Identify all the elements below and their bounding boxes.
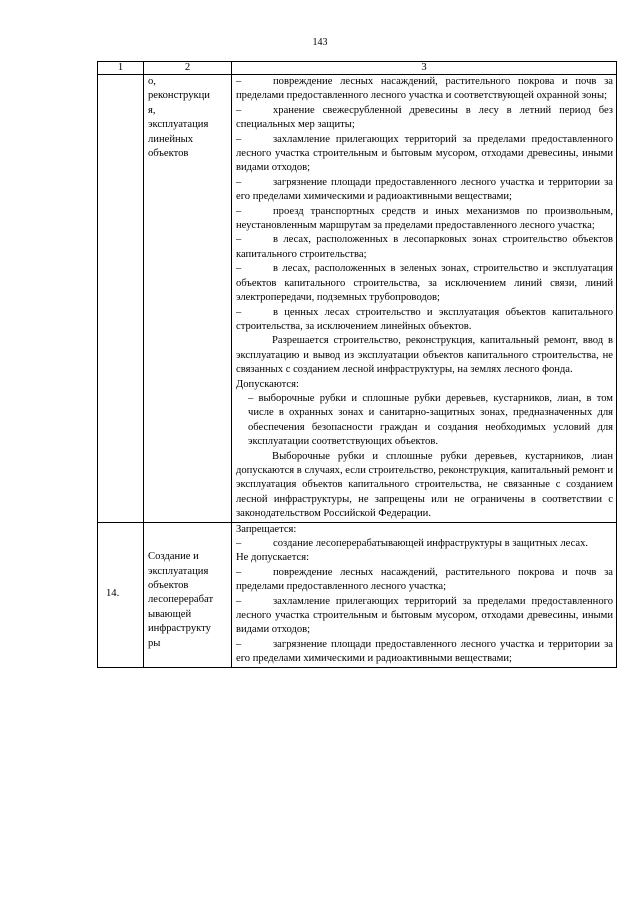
- dash-bullet: –: [236, 176, 242, 188]
- activity-name-line: я,: [148, 104, 156, 116]
- paragraph-text: загрязнение площади предоставленного лесного участка и территории за его пределами химическими и радиоактивными веществами;: [236, 176, 613, 203]
- paragraph: Допускаются:: [236, 378, 299, 390]
- paragraph-text: создание лесоперерабатывающей инфраструктуры в защитных лесах.: [273, 538, 589, 549]
- activity-name-line: реконструкци: [148, 90, 210, 102]
- activity-name-line: лесоперерабат: [148, 594, 214, 606]
- row-number: 14.: [98, 522, 144, 667]
- paragraph-text: в ценных лесах строительство и эксплуатация объектов капитального строительства, за исключением линейных объектов.: [236, 306, 613, 332]
- paragraph: – выборочные рубки и сплошные рубки деревьев, кустарников, лиан, в том числе в охранных зонах и санитарно-защитных зонах, предназначенных для обеспечения безопасности граждан и создания необходимых условий для эксплуатации соответствующих объектов.: [248, 392, 613, 448]
- dash-bullet: –: [236, 234, 242, 246]
- restrictions-cell: [232, 75, 617, 523]
- regulation-table: [97, 61, 617, 668]
- paragraph: [236, 75, 613, 104]
- activity-name-line: объектов: [148, 580, 189, 592]
- activity-name-line: линейных: [148, 133, 194, 145]
- paragraph: [236, 537, 613, 551]
- dash-bullet: –: [236, 263, 242, 275]
- row-number: [98, 75, 144, 523]
- paragraph: [236, 306, 613, 335]
- activity-name-line: ывающей: [148, 608, 192, 620]
- paragraph-text: в лесах, расположенных в лесопарковых зонах строительство объектов капитального строительства;: [236, 234, 613, 260]
- paragraph: [236, 638, 613, 667]
- header-col-2: 2: [144, 62, 232, 75]
- paragraph: [236, 133, 613, 176]
- paragraph-text: повреждение лесных насаждений, растительного покрова и почв за пределами предоставленного лесного участка и соответствующей охранной зоны;: [236, 76, 613, 102]
- paragraph: [236, 205, 613, 234]
- dash-bullet: –: [236, 595, 242, 607]
- paragraph: [236, 176, 613, 205]
- dash-bullet: –: [236, 638, 242, 650]
- activity-name: [144, 75, 232, 523]
- header-col-3: 3: [232, 62, 617, 75]
- paragraph: [236, 104, 613, 133]
- paragraph-text: захламление прилегающих территорий за пределами предоставленного лесного участка строительным и бытовым мусором, отходами древесины, иными видами отходов;: [236, 595, 613, 636]
- paragraph: Разрешается строительство, реконструкция, капитальный ремонт, ввод в эксплуатацию и вывод из эксплуатации объектов капитального строительства, не связанных с созданием лесной инфраструктуры, на землях лесного фонда.: [236, 335, 613, 376]
- dash-bullet: –: [236, 205, 242, 217]
- activity-name-line: о,: [148, 76, 156, 87]
- dash-bullet: –: [236, 538, 242, 549]
- activity-name-line: объектов: [148, 148, 189, 160]
- paragraph-text: проезд транспортных средств и иных механизмов по произвольным, неустановленным маршрутам за пределами предоставленного лесного участка;: [236, 205, 613, 232]
- activity-name-line: инфраструкту: [148, 623, 211, 635]
- paragraph-text: хранение свежесрубленной древесины в лесу в летний период без специальных мер защиты;: [236, 104, 613, 131]
- activity-name-line: эксплуатация: [148, 119, 209, 131]
- paragraph: [236, 595, 613, 638]
- dash-bullet: –: [236, 76, 242, 87]
- paragraph: Не допускается:: [236, 552, 310, 564]
- header-row: [98, 62, 617, 75]
- dash-bullet: –: [236, 133, 242, 145]
- page-number: 143: [312, 37, 328, 48]
- paragraph: [236, 566, 613, 595]
- activity-name-line: ры: [148, 637, 161, 649]
- paragraph-text: захламление прилегающих территорий за пределами предоставленного лесного участка строительным и бытовым мусором, отходами древесины, иными видами отходов;: [236, 133, 613, 174]
- paragraph: Запрещается:: [236, 523, 297, 535]
- paragraph-text: загрязнение площади предоставленного лесного участка и территории за его пределами химическими и радиоактивными веществами;: [236, 638, 613, 665]
- activity-name-line: эксплуатация: [148, 565, 209, 577]
- dash-bullet: –: [236, 306, 242, 318]
- header-col-1: 1: [98, 62, 144, 75]
- dash-bullet: –: [236, 104, 242, 116]
- paragraph: [236, 262, 613, 305]
- restrictions-cell: [232, 522, 617, 667]
- paragraph-text: повреждение лесных насаждений, растительного покрова и почв за пределами предоставленного лесного участка;: [236, 566, 613, 593]
- table-row: [98, 75, 617, 523]
- paragraph-text: в лесах, расположенных в зеленых зонах, строительство и эксплуатация объектов капитального строительства, за исключением линий связи, линий электропередачи, подземных трубопроводов;: [236, 263, 613, 304]
- activity-name-line: Создание и: [148, 551, 199, 563]
- activity-name: [144, 522, 232, 667]
- table-row: [98, 522, 617, 667]
- paragraph: Выборочные рубки и сплошные рубки деревьев, кустарников, лиан допускаются в случаях, если строительство, реконструкция, капитальный ремонт и эксплуатация объектов капитального строительства, не связанные с созданием лесной инфраструктуры, не запрещены или не ограничены в соответствии с законодательством Российской Федерации.: [236, 450, 613, 520]
- paragraph: [236, 233, 613, 262]
- dash-bullet: –: [236, 566, 242, 578]
